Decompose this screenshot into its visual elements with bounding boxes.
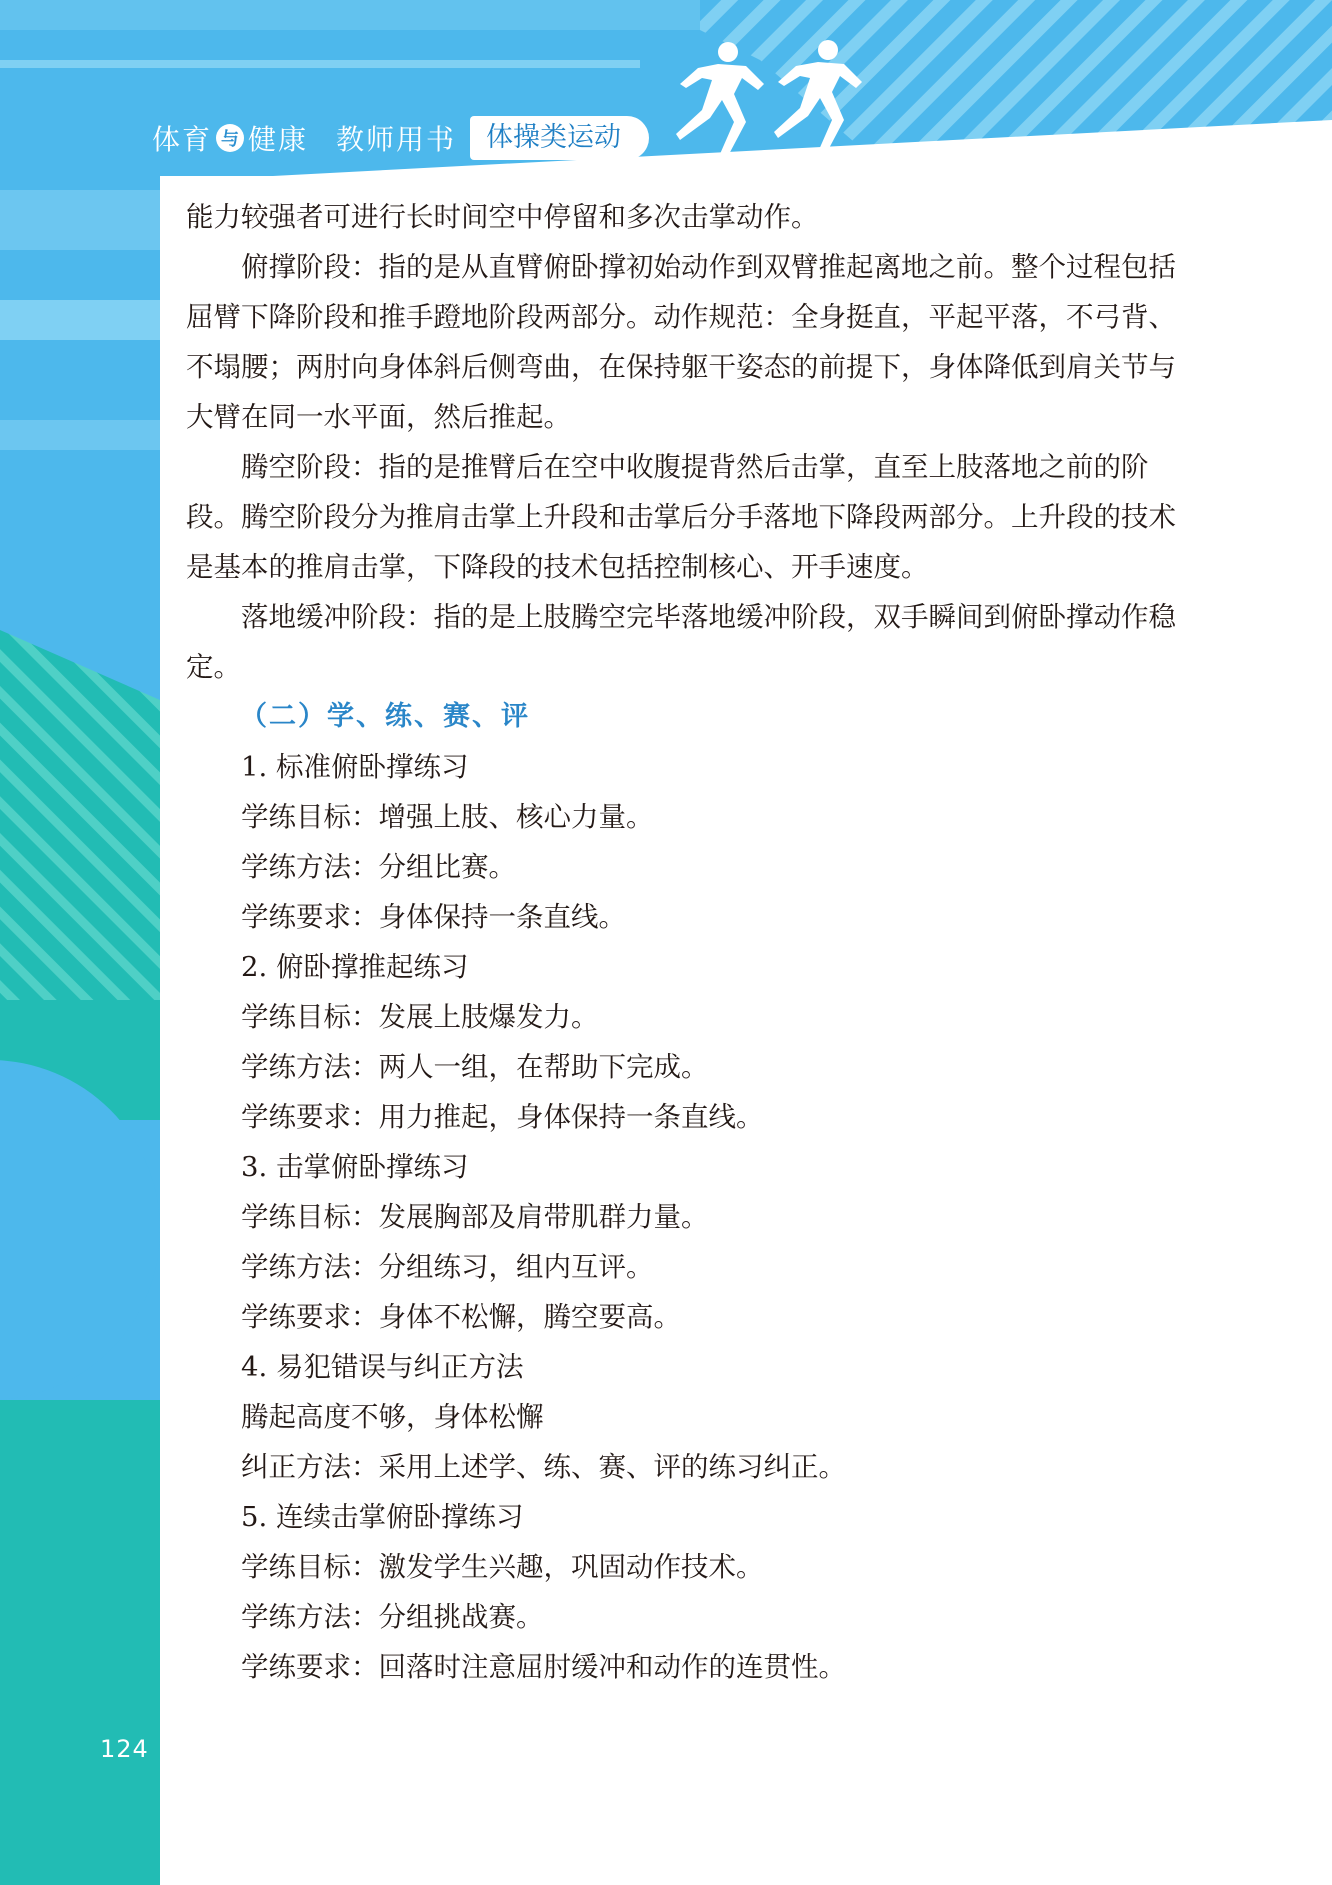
exercise-method: 学练方法：分组比赛。 (241, 851, 516, 883)
exercise-requirement: 学练要求：回落时注意屈肘缓冲和动作的连贯性。 (241, 1651, 846, 1683)
correction-method: 纠正方法：采用上述学、练、赛、评的练习纠正。 (241, 1451, 846, 1483)
book-title-connector-badge: 与 (216, 124, 244, 152)
paragraph: 落地缓冲阶段：指的是上肢腾空完毕落地缓冲阶段，双手瞬间到俯卧撑动作稳定。 (186, 601, 1176, 683)
book-title (152, 116, 456, 160)
main-content (186, 192, 1178, 1692)
exercise-method: 学练方法：分组挑战赛。 (241, 1601, 544, 1633)
exercise-title: 3. 击掌俯卧撑练习 (241, 1151, 469, 1183)
section-heading: （二）学、练、赛、评 (240, 701, 530, 732)
exercise-method: 学练方法：两人一组，在帮助下完成。 (241, 1051, 709, 1083)
paragraph: 腾空阶段：指的是推臂后在空中收腹提背然后击掌，直至上肢落地之前的阶段。腾空阶段分为推肩击掌上升段和击掌后分手落地下降段两部分。上升段的技术是基本的推肩击掌，下降段的技术包括控制核心、开手速度。 (186, 451, 1176, 583)
paragraph: 俯撑阶段：指的是从直臂俯卧撑初始动作到双臂推起离地之前。整个过程包括屈臂下降阶段和推手蹬地阶段两部分。动作规范：全身挺直，平起平落，不弓背、不塌腰；两肘向身体斜后侧弯曲，在保持躯干姿态的前提下，身体降低到肩关节与大臂在同一水平面，然后推起。 (186, 251, 1176, 433)
paragraph: 能力较强者可进行长时间空中停留和多次击掌动作。 (186, 201, 819, 233)
exercise-goal: 学练目标：发展上肢爆发力。 (241, 1001, 599, 1033)
exercise-title: 5. 连续击掌俯卧撑练习 (241, 1501, 524, 1533)
exercise-goal: 学练目标：激发学生兴趣，巩固动作技术。 (241, 1551, 764, 1583)
exercise-method: 学练方法：分组练习，组内互评。 (241, 1251, 654, 1283)
runner-silhouette-icon (650, 38, 890, 168)
book-title-part2: 健康 (248, 123, 309, 156)
page-number: 124 (100, 1735, 149, 1763)
exercise-requirement: 学练要求：身体保持一条直线。 (241, 901, 626, 933)
section-tag: 体操类运动 (470, 116, 649, 160)
errors-title: 4. 易犯错误与纠正方法 (241, 1351, 524, 1383)
exercise-title: 1. 标准俯卧撑练习 (241, 751, 469, 783)
left-decorative-band (0, 0, 160, 1885)
book-title-part1: 体育 (152, 123, 213, 156)
book-type: 教师用书 (336, 123, 457, 156)
exercise-goal: 学练目标：发展胸部及肩带肌群力量。 (241, 1201, 709, 1233)
exercise-requirement: 学练要求：身体不松懈，腾空要高。 (241, 1301, 681, 1333)
exercise-requirement: 学练要求：用力推起，身体保持一条直线。 (241, 1101, 764, 1133)
exercise-goal: 学练目标：增强上肢、核心力量。 (241, 801, 654, 833)
exercise-title: 2. 俯卧撑推起练习 (241, 951, 469, 983)
common-error: 腾起高度不够，身体松懈 (241, 1401, 544, 1433)
